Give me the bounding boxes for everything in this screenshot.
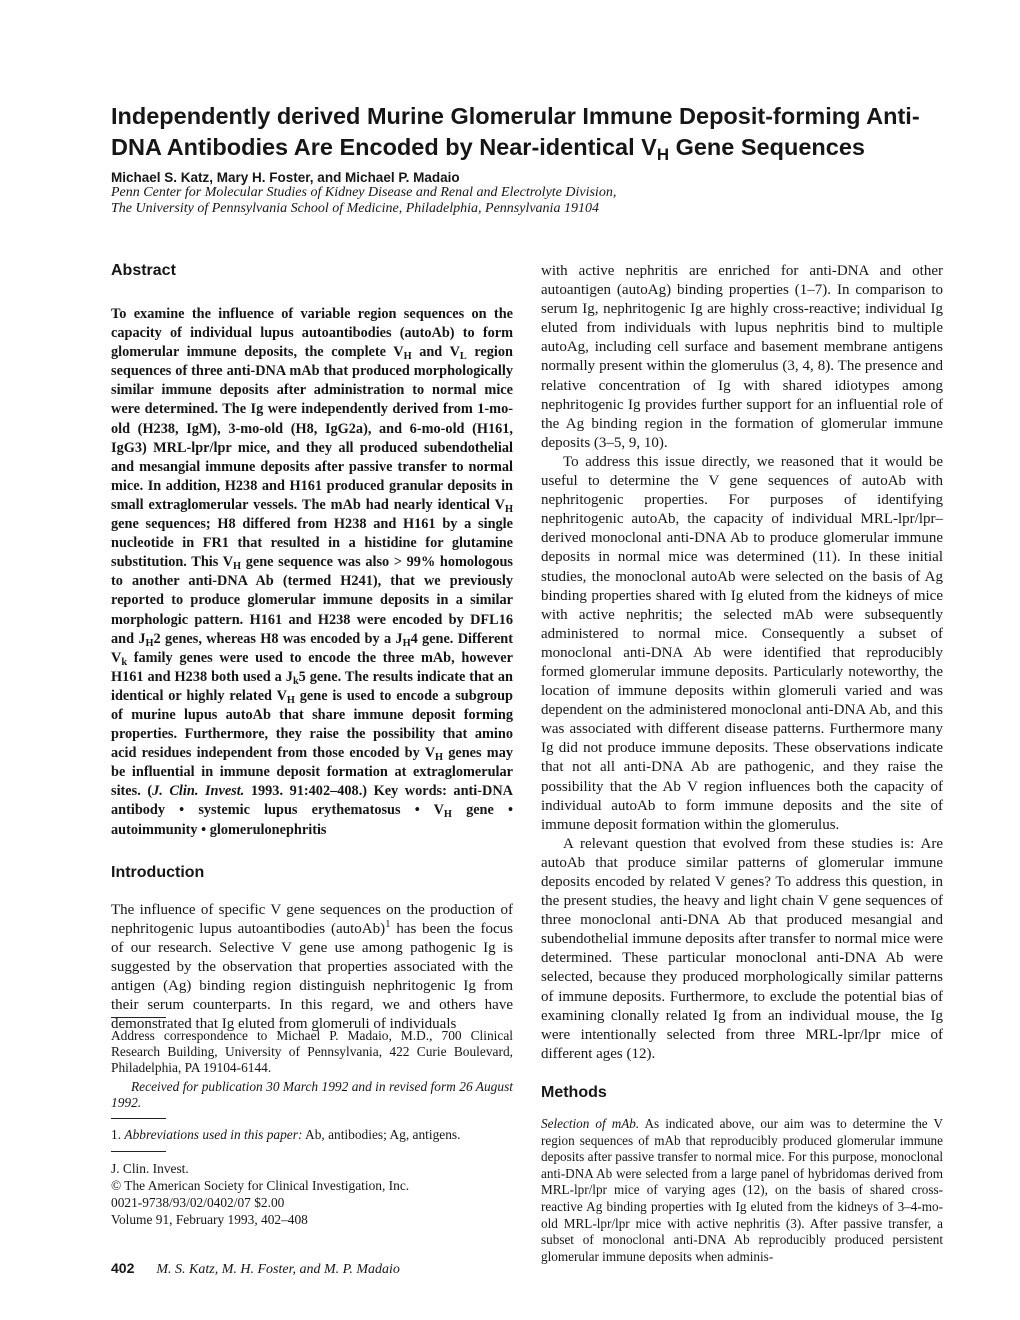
abstract-heading: Abstract [111, 262, 176, 279]
introduction-paragraph-1: The influence of specific V gene sequences on the production of nephritogenic lupus autoantibodies (autoAb)$^1$ has been the focus of our research. Selective V gene use among pathogenic Ig is suggested by the observation that properties associated with the antigen (Ag) binding region distinguish nephritogenic Ig from their serum counterparts. In this regard, we and others have demonstrated that Ig eluted from glomeruli of individuals [111, 901, 513, 1033]
correspondence-note: Address correspondence to Michael P. Madaio, M.D., 700 Clinical Research Building, University of Pennsylvania, 422 Curie Boulevard, Philadelphia, PA 19104-6144. [111, 1028, 513, 1076]
introduction-paragraph-2: To address this issue directly, we reasoned that it would be useful to determine the V gene sequences of autoAb with nephritogenic properties. For purposes of identifying nephritogenic autoAb, the capacity of individual MRL-lpr/lpr–derived monoclonal anti-DNA Ab to produce glomerular immune deposits in normal mice was determined (11). In these initial studies, the monoclonal autoAb were selected on the basis of Ag binding properties shared with Ig eluted from the kidneys of mice with active nephritis; the selected mAb were subsequently administered to normal mice. Consequently a subset of monoclonal anti-DNA Ab were identified that reproducibly formed glomerular immune deposits. Particularly noteworthy, the location of immune deposits within glomeruli varied and was dependent on the administered monoclonal anti-DNA Ab, and this was associated with different disease patterns. Furthermore many Ig did not produce immune deposits. These observations indicate that not all anti-DNA Ab are pathogenic, and they raise the possibility that the Ab V region influences both the capacity of individual autoAb to form immune deposits and the site of immune deposit formation within the glomerulus. [541, 453, 943, 833]
received-note: Received for publication 30 March 1992 and in revised form 26 August 1992. [111, 1078, 513, 1110]
methods-heading: Methods [541, 1083, 607, 1101]
right-column [541, 262, 943, 1265]
journal-info: J. Clin. Invest. © The American Society for Clinical Investigation, Inc. 0021-9738/93/02/0402/07 $2.00 Volume 91, February 1993, 402–408 [111, 1161, 410, 1228]
abstract-text: To examine the influence of variable region sequences on the capacity of individual lupus autoantibodies (autoAb) to form glomerular immune deposits, the complete $V_H$ and $V_L$ region sequences of three anti-DNA mAb that produced morphologically similar immune deposits after administration to normal mice were determined. The Ig were independently derived from 1-mo-old (H238, IgM), 3-mo-old (H8, IgG2a), and 6-mo-old (H161, IgG3) MRL-lpr/lpr mice, and they all produced subendothelial and mesangial immune deposits after passive transfer to normal mice. In addition, H238 and H161 produced granular deposits in small extraglomerular vessels. The mAb had nearly identical $V_H$ gene sequences; H8 differed from H238 and H161 by a single nucleotide in FR1 that resulted in a histidine for glutamine substitution. This $V_H$ gene sequence was also > 99% homologous to another anti-DNA Ab (termed H241), that we previously reported to produce glomerular immune deposits in a similar morphologic pattern. H161 and H238 were encoded by DFL16 and $J_H2$ genes, whereas H8 was encoded by a $J_H4$ gene. Different $V_k$ family genes were used to encode the three mAb, however H161 and H238 both used a $J_k5$ gene. The results indicate that an identical or highly related $V_H$ gene is used to encode a subgroup of murine lupus autoAb that share immune deposit forming properties. Furthermore, they raise the possibility that amino acid residues independent from those encoded by $V_H$ genes may be influential in immune deposit formation at extraglomerular sites. (J. Clin. Invest. 1993. 91:402–408.) Key words: anti-DNA antibody • systemic lupus erythematosus • $V_H$ gene • autoimmunity • glomerulonephritis [111, 306, 514, 838]
introduction-paragraph-1-continued: with active nephritis are enriched for anti-DNA and other autoantigen (autoAg) binding properties (1–7). In comparison to serum Ig, nephritogenic Ig are highly cross-reactive; individual Ig eluted from individuals with lupus nephritis bind to multiple autoAg, including cell surface and basement membrane antigens normally present within the glomerulus (3, 4, 8). The presence and relative concentration of Ig with shared idiotypes among nephritogenic Ig provides further support for an influential role of the Ag binding region in the formation of glomerular immune deposits (3–5, 9, 10). [541, 263, 943, 451]
article-title: Independently derived Murine Glomerular Immune Deposit-forming Anti-DNA Antibodies Are Encoded by Near-identical $V_H$ Gene Sequences [111, 103, 920, 165]
page-number: 402 [111, 1260, 135, 1276]
footnotes [111, 1017, 513, 1228]
methods-paragraph: Selection of mAb. As indicated above, our aim was to determine the V region sequences of mAb that reproducibly produced glomerular immune deposits after passive transfer to normal mice. For this purpose, monoclonal anti-DNA Ab were selected from a large panel of hybridomas derived from MRL-lpr/lpr mice of varying ages (12), on the basis of shared cross-reactive Ag binding properties with Ig eluted from the kidneys of 3–4-mo-old MRL-lpr/lpr mice with active nephritis (3). After passive transfer, a subset of monoclonal anti-DNA Ab reproducibly produced persistent glomerular immune deposits when adminis- [541, 1115, 943, 1264]
introduction-paragraph-3: A relevant question that evolved from these studies is: Are autoAb that produce similar patterns of glomerular immune deposits encoded by related V genes? To address this question, in the present studies, the heavy and light chain V gene sequences of three monoclonal anti-DNA Ab that produced mesangial and subendothelial immune deposits after transfer to normal mice were determined. These particular monoclonal anti-DNA Ab were selected, because they produced morphologically similar patterns of immune deposits. Furthermore, to exclude the potential bias of examining clonally related Ig from an individual mouse, the Ig were intentionally selected from three MRL-lpr/lpr mice of different ages (12). [541, 835, 943, 1062]
affiliation: Penn Center for Molecular Studies of Kidney Disease and Renal and Electrolyte Division, The University of Pennsylvania School of Medicine, Philadelphia, Pennsylvania 19104 [111, 185, 617, 216]
footnote-divider-3 [111, 1151, 166, 1152]
author-list: Michael S. Katz, Mary H. Foster, and Michael P. Madaio [111, 170, 460, 185]
page-footer [111, 1260, 400, 1278]
running-authors: M. S. Katz, M. H. Foster, and M. P. Madaio [156, 1262, 400, 1277]
abbreviation-note: 1. Abbreviations used in this paper: Ab, antibodies; Ag, antigens. [111, 1127, 461, 1143]
left-column [111, 262, 514, 1228]
footnote-divider-2 [111, 1118, 166, 1119]
footnote-divider [111, 1017, 166, 1018]
introduction-heading: Introduction [111, 863, 205, 881]
